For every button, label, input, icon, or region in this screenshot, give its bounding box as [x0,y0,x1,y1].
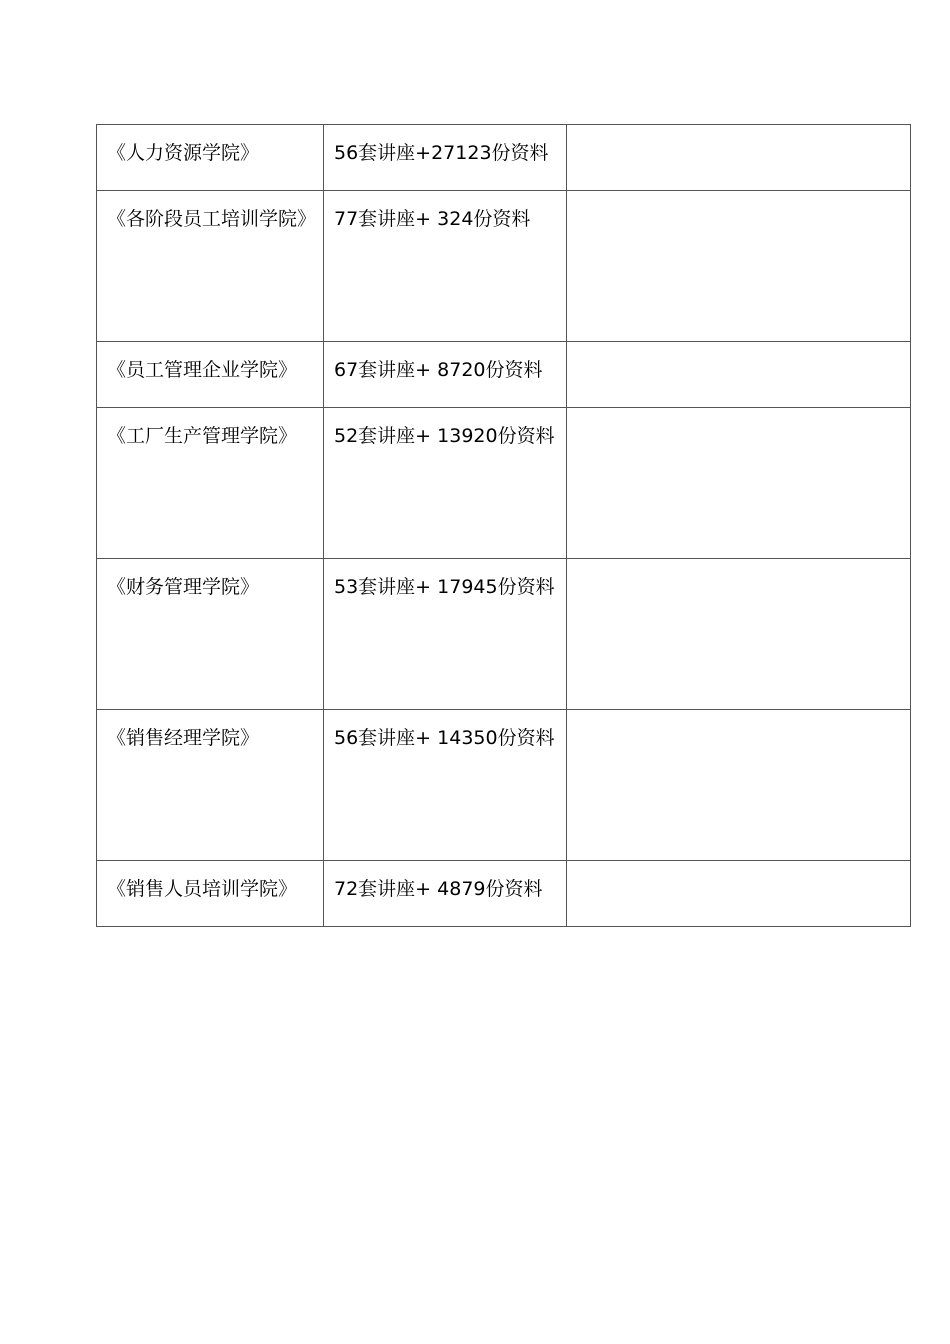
table-row [97,125,911,191]
course-note-cell [567,710,911,861]
course-name: 《各阶段员工培训学院》 [107,208,317,230]
course-name: 《人力资源学院》 [107,142,260,164]
course-count: 52套讲座+ 13920份资料 [334,425,555,447]
course-name-cell [97,342,324,408]
table-row [97,559,911,710]
course-name-cell [97,559,324,710]
course-note-cell [567,125,911,191]
table-row [97,342,911,408]
course-name-cell [97,408,324,559]
course-note-cell [567,559,911,710]
table-row [97,710,911,861]
course-name-cell [97,125,324,191]
course-note-cell [567,191,911,342]
course-count-cell [324,861,567,927]
course-name-cell [97,710,324,861]
course-count: 72套讲座+ 4879份资料 [334,878,543,900]
course-count-cell [324,191,567,342]
course-note-cell [567,408,911,559]
course-count: 77套讲座+ 324份资料 [334,208,531,230]
course-count: 53套讲座+ 17945份资料 [334,576,555,598]
course-name: 《员工管理企业学院》 [107,359,298,381]
course-name: 《销售经理学院》 [107,727,260,749]
course-table [96,124,911,927]
course-count-cell [324,559,567,710]
course-name: 《销售人员培训学院》 [107,878,298,900]
table-row [97,861,911,927]
course-count: 56套讲座+ 14350份资料 [334,727,555,749]
course-note-cell [567,342,911,408]
course-count: 56套讲座+27123份资料 [334,142,549,164]
course-count: 67套讲座+ 8720份资料 [334,359,543,381]
course-name: 《财务管理学院》 [107,576,260,598]
course-count-cell [324,342,567,408]
course-count-cell [324,125,567,191]
course-count-cell [324,710,567,861]
course-count-cell [324,408,567,559]
course-note-cell [567,861,911,927]
course-name-cell [97,861,324,927]
course-name: 《工厂生产管理学院》 [107,425,298,447]
course-name-cell [97,191,324,342]
table-row [97,191,911,342]
table-row [97,408,911,559]
